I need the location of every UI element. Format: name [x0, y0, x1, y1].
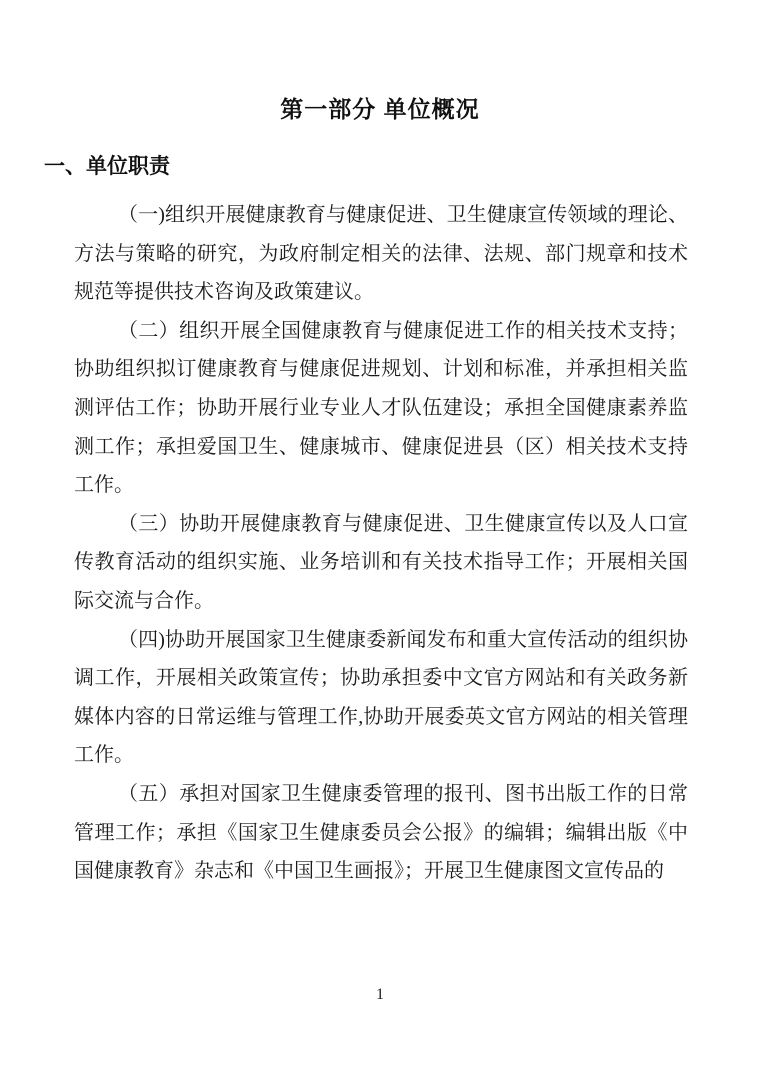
paragraph-duty-2: （二）组织开展全国健康教育与健康促进工作的相关技术支持；协助组织拟订健康教育与健康促进规划、计划和标准，并承担相关监测评估工作；协助开展行业专业人才队伍建设；承担全国健康素养监测工作；承担爱国卫生、健康城市、健康促进县（区）相关技术支持工作。	[74, 319, 688, 497]
page-number: 1	[376, 986, 384, 1003]
paragraph-duty-5: （五）承担对国家卫生健康委管理的报刊、图书出版工作的日常管理工作；承担《国家卫生健康委员会公报》的编辑；编辑出版《中国健康教育》杂志和《中国卫生画报》；开展卫生健康图文宣传品的	[74, 782, 688, 883]
paragraph-duty-1: （一)组织开展健康教育与健康促进、卫生健康宣传领域的理论、方法与策略的研究，为政府制定相关的法律、法规、部门规章和技术规范等提供技术咨询及政策建议。	[74, 204, 688, 304]
document-body	[74, 196, 688, 891]
paragraph-duty-3: （三）协助开展健康教育与健康促进、卫生健康宣传以及人口宣传教育活动的组织实施、业务培训和有关技术指导工作；开展相关国际交流与合作。	[74, 512, 688, 612]
page-title: 第一部分 单位概况	[280, 96, 480, 122]
section-heading: 一、单位职责	[44, 155, 170, 178]
paragraph-duty-4: （四)协助开展国家卫生健康委新闻发布和重大宣传活动的组织协调工作，开展相关政策宣传；协助承担委中文官方网站和有关政务新媒体内容的日常运维与管理工作,协助开展委英文官方网站的相关管理工作。	[74, 628, 688, 767]
